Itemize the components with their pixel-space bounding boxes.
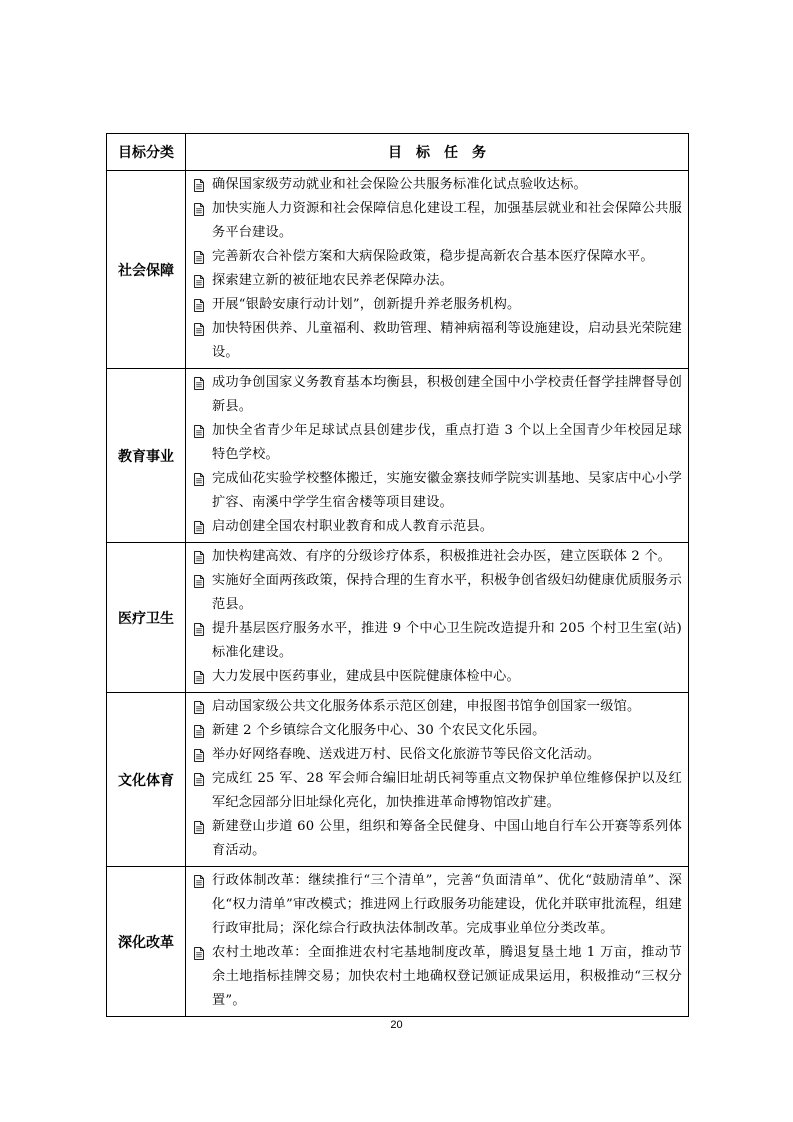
category-cell: 教育事业 [107, 369, 186, 543]
task-text: 确保国家级劳动就业和社会保险公共服务标准化试点验收达标。 [212, 177, 587, 192]
document-icon [192, 515, 212, 539]
list-item [192, 695, 682, 719]
header-category: 目标分类 [107, 134, 186, 171]
task-text: 加快特困供养、儿童福利、救助管理、精神病福利等设施建设，启动县光荣院建设。 [212, 321, 682, 360]
task-text: 完成仙花实验学校整体搬迁，实施安徽金寨技师学院实训基地、吴家店中心小学扩容、南溪中学学生宿舍楼等项目建设。 [212, 471, 682, 510]
task-text: 完成红 25 军、28 军会师合编旧址胡氏祠等重点文物保护单位维修保护以及红军纪念园部分旧址绿化亮化，加快推进革命博物馆改扩建。 [212, 771, 682, 810]
document-icon [192, 695, 212, 719]
category-cell: 深化改革 [107, 867, 186, 1017]
document-icon [192, 815, 212, 839]
document-icon [192, 869, 212, 893]
document-icon [192, 569, 212, 593]
task-text: 举办好网络春晚、送戏进万村、民俗文化旅游节等民俗文化活动。 [212, 747, 601, 762]
table-row [107, 543, 689, 693]
list-item [192, 371, 682, 419]
goals-table [106, 133, 689, 1017]
table-header-row [107, 134, 689, 171]
document-icon [192, 545, 212, 569]
list-item [192, 743, 682, 767]
document-icon [192, 941, 212, 965]
header-task: 目标任务 [186, 134, 689, 171]
list-item [192, 617, 682, 665]
list-item [192, 419, 682, 467]
category-cell: 文化体育 [107, 693, 186, 867]
task-cell [186, 369, 689, 543]
list-item [192, 173, 682, 197]
list-item [192, 815, 682, 863]
list-item [192, 269, 682, 293]
task-cell [186, 171, 689, 369]
document-icon [192, 617, 212, 641]
task-text: 探索建立新的被征地农民养老保障办法。 [212, 273, 453, 288]
document-icon [192, 269, 212, 293]
table-row [107, 369, 689, 543]
list-item [192, 293, 682, 317]
page-number: 20 [390, 1019, 403, 1031]
task-text: 开展“银龄安康行动计划”，创新提升养老服务机构。 [212, 297, 521, 312]
task-text: 启动国家级公共文化服务体系示范区创建，申报图书馆争创国家一级馆。 [212, 699, 641, 714]
task-text: 农村土地改革：全面推进农村宅基地制度改革，腾退复垦土地 1 万亩，推动节余土地指标挂牌交易；加快农村土地确权登记颁证成果运用，积极推动“三权分置”。 [212, 945, 682, 1008]
list-item [192, 197, 682, 245]
task-cell [186, 867, 689, 1017]
document-icon [192, 293, 212, 317]
task-text: 启动创建全国农村职业教育和成人教育示范县。 [212, 519, 494, 534]
list-item [192, 569, 682, 617]
list-item [192, 317, 682, 365]
task-text: 新建登山步道 60 公里，组织和筹备全民健身、中国山地自行车公开赛等系列体育活动。 [212, 819, 682, 858]
document-icon [192, 719, 212, 743]
list-item [192, 941, 682, 1013]
document-icon [192, 767, 212, 791]
task-text: 提升基层医疗服务水平，推进 9 个中心卫生院改造提升和 205 个村卫生室(站)标准化建设。 [212, 621, 682, 660]
list-item [192, 665, 682, 689]
task-text: 加快构建高效、有序的分级诊疗体系，积极推进社会办医，建立医联体 2 个。 [212, 549, 672, 564]
document-icon [192, 317, 212, 341]
task-text: 加快全省青少年足球试点县创建步伐，重点打造 3 个以上全国青少年校园足球特色学校。 [212, 423, 682, 462]
document-icon [192, 419, 212, 443]
list-item [192, 719, 682, 743]
task-text: 行政体制改革：继续推行“三个清单”，完善“负面清单”、优化“鼓励清单”、深化“权力清单”审改模式；推进网上行政服务功能建设，优化并联审批流程，组建行政审批局；深化综合行政执法体制改革。完成事业单位分类改革。 [212, 873, 682, 936]
category-cell: 医疗卫生 [107, 543, 186, 693]
task-text: 完善新农合补偿方案和大病保险政策，稳步提高新农合基本医疗保障水平。 [212, 249, 654, 264]
table-row [107, 867, 689, 1017]
list-item [192, 515, 682, 539]
list-item [192, 767, 682, 815]
document-icon [192, 173, 212, 197]
document-icon [192, 743, 212, 767]
task-cell [186, 543, 689, 693]
list-item [192, 869, 682, 941]
list-item [192, 545, 682, 569]
document-icon [192, 197, 212, 221]
list-item [192, 467, 682, 515]
document-icon [192, 371, 212, 395]
document-icon [192, 467, 212, 491]
task-text: 新建 2 个乡镇综合文化服务中心、30 个农民文化乐园。 [212, 723, 546, 738]
task-text: 实施好全面两孩政策，保持合理的生育水平，积极争创省级妇幼健康优质服务示范县。 [212, 573, 682, 612]
document-icon [192, 245, 212, 269]
task-cell [186, 693, 689, 867]
table-row [107, 693, 689, 867]
document-icon [192, 665, 212, 689]
task-text: 成功争创国家义务教育基本均衡县，积极创建全国中小学校责任督学挂牌督导创新县。 [212, 375, 682, 414]
task-text: 加快实施人力资源和社会保障信息化建设工程，加强基层就业和社会保障公共服务平台建设。 [212, 201, 682, 240]
list-item [192, 245, 682, 269]
category-cell: 社会保障 [107, 171, 186, 369]
task-text: 大力发展中医药事业，建成县中医院健康体检中心。 [212, 669, 520, 684]
table-row [107, 171, 689, 369]
